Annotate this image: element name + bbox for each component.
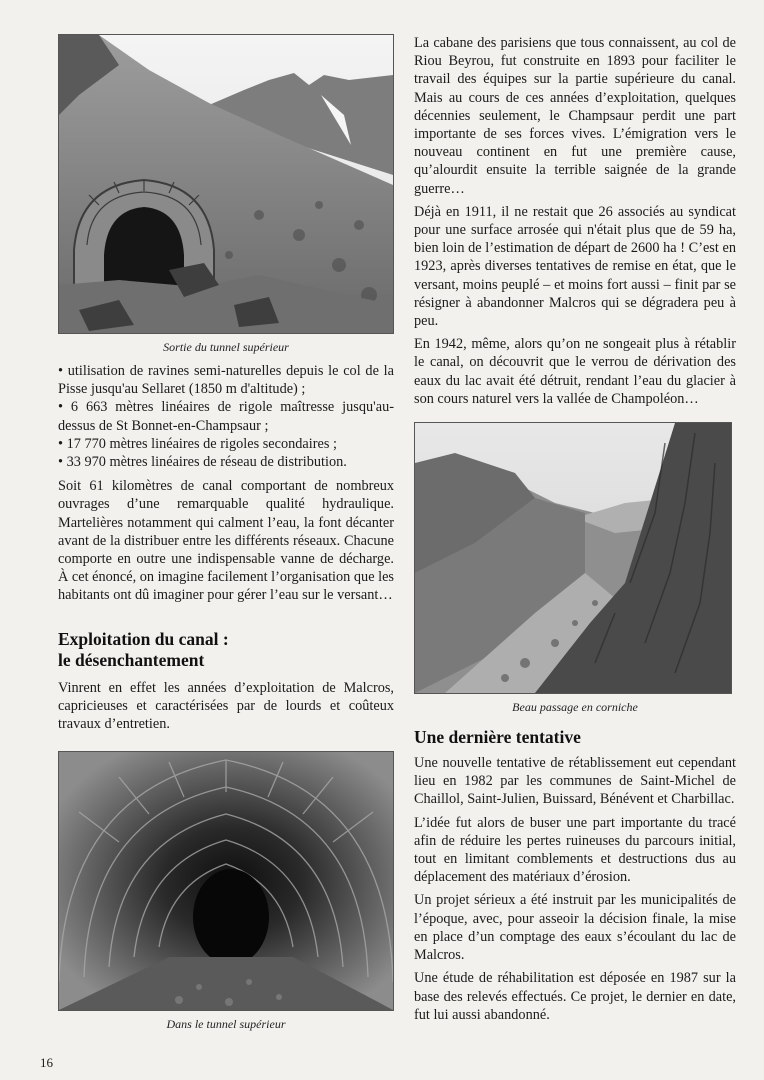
- list-item: • 6 663 mètres linéaires de rigole maîtresse jusqu'au-dessus de St Bonnet-en-Champsaur ;: [58, 399, 394, 434]
- paragraph: Soit 61 kilomètres de canal comportant de nombreux ouvrages d’une remarquable qualité hydraulique. Martelières notamment qui calment l’eau, la font décanter avant de la distribuer entre les différents réseaux. Chacune comporte en outre une indispensable vanne de décharge. À cet énoncé, on imagine facilement l’organisation que les habitants ont dû imaginer pour gérer l’eau sur le versant…: [58, 478, 394, 604]
- tunnel-exit-caption: Sortie du tunnel supérieur: [163, 340, 289, 354]
- list-item: • 17 770 mètres linéaires de rigoles secondaires ;: [58, 435, 337, 452]
- tunnel-inside-caption: Dans le tunnel supérieur: [166, 1017, 286, 1032]
- corniche-caption: Beau passage en corniche: [512, 700, 638, 715]
- paragraph: En 1942, même, alors qu’on ne songeait plus à rétablir le canal, on découvrit que le verrou de dérivation des eaux du lac avait été détruit, rendant l’eau du glacier à son cours naturel vers la vallée de Champoléon…: [414, 336, 736, 407]
- paragraph: L’idée fut alors de buser une part importante du tracé afin de réduire les pertes ruineuses du parcours initial, tout en limitant comblements et destructions dus au déplacement des matériaux d’érosion.: [414, 814, 736, 886]
- paragraph: Une étude de réhabilitation est déposée en 1987 sur la base des relevés effectués. Ce projet, le dernier en date, fut lui aussi abandonné.: [414, 970, 736, 1023]
- paragraph: Une nouvelle tentative de rétablissement eut cependant lieu en 1982 par les communes de Saint-Michel de Chaillol, Saint-Julien, Buissard, Bénévent et Charbillac.: [414, 755, 736, 808]
- list-item: • 33 970 mètres linéaires de réseau de distribution.: [58, 454, 347, 471]
- left-column: [58, 34, 394, 1032]
- tunnel-inside-photo: [58, 751, 394, 1011]
- list-item: • utilisation de ravines semi-naturelles depuis le col de la Pisse jusqu'au Sellaret (1850 m d'altitude) ;: [58, 363, 394, 398]
- page-number: 16: [40, 1055, 53, 1070]
- section-heading: Une dernière tentative: [414, 727, 581, 748]
- statistics-list: [58, 362, 394, 471]
- tunnel-exit-photo: [58, 34, 394, 334]
- section-heading: [58, 629, 394, 671]
- right-column: [414, 34, 736, 1024]
- heading-line: le désenchantement: [58, 649, 205, 670]
- paragraph: La cabane des parisiens que tous connaissent, au col de Riou Beyrou, fut construite en 1893 pour faciliter le travail des équipes sur la partie supérieure du canal. Mais au cours de ces années d’exploitation, quelques décennies seulement, le Champsaur perdit une part importante de ses forces vives. L’émigration vers le nouveau continent en fut une première cause, qu’alourdit ensuite la terrible saignée de la grande guerre…: [414, 35, 736, 197]
- paragraph: Déjà en 1911, il ne restait que 26 associés au syndicat pour une surface arrosée qui n'était plus que de 59 ha, bien loin de l’estimation de départ de 2600 ha ! C’est en 1923, après diverses tentatives de remise en état, que le versant, moins peuplé – et moins fort aussi – finit par se résigner à abandonner Malcros qui se dégradera peu à peu.: [414, 203, 736, 330]
- paragraph: Vinrent en effet les années d’exploitation de Malcros, capricieuses et caractérisées par de lourds et coûteux travaux d’entretien.: [58, 679, 394, 733]
- heading-line: Exploitation du canal :: [58, 628, 229, 649]
- corniche-photo: [414, 422, 732, 694]
- paragraph: Un projet sérieux a été instruit par les municipalités de l’époque, avec, pour asseoir la décision finale, la mise en place d’un comptage des eaux s’écoulant du lac de Malcros.: [414, 892, 736, 964]
